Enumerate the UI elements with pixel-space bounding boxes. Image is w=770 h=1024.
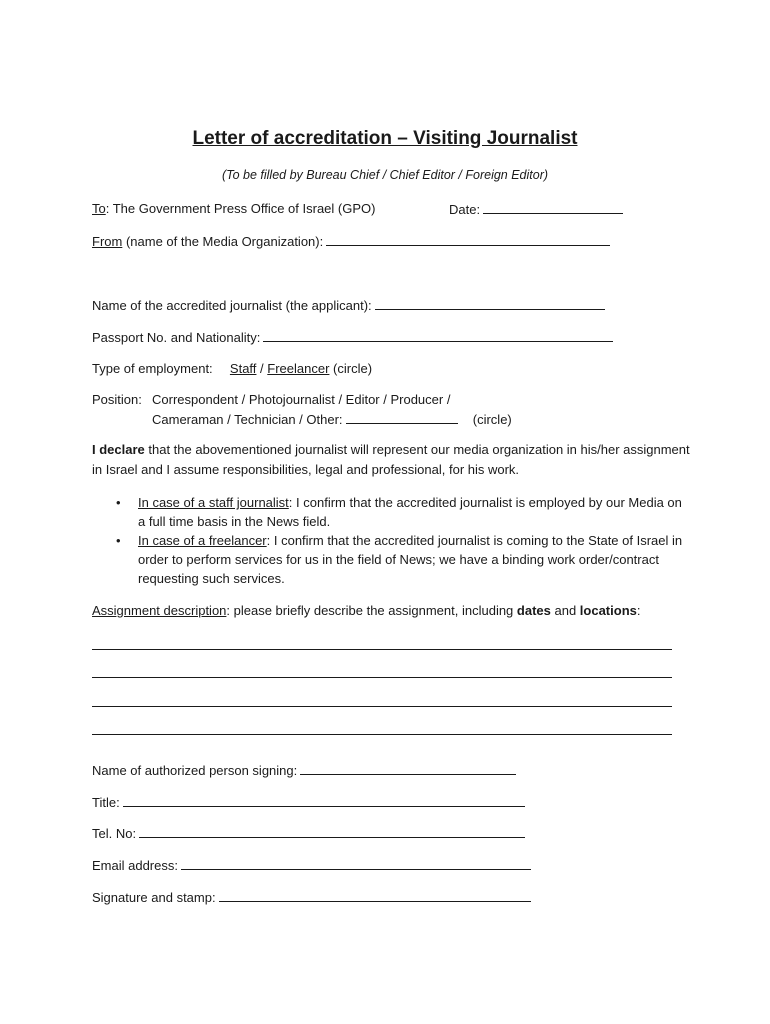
- assignment-description-line[interactable]: [92, 734, 672, 735]
- document-subtitle: (To be filled by Bureau Chief / Chief Editor / Foreign Editor): [221, 168, 549, 182]
- assignment-description-line[interactable]: [92, 706, 672, 707]
- list-item: [110, 493, 690, 531]
- signature-stamp-field[interactable]: [219, 889, 531, 902]
- signer-name-label: Name of authorized person signing:: [92, 763, 298, 778]
- employment-option-freelancer[interactable]: Freelancer: [267, 361, 330, 376]
- from-text: (name of the Media Organization):: [122, 234, 324, 249]
- bullet-icon: •: [116, 533, 121, 548]
- media-organization-field[interactable]: [326, 233, 610, 246]
- assignment-locations: locations: [579, 603, 637, 618]
- passport-line: [92, 329, 613, 345]
- signature-label: Signature and stamp:: [92, 890, 216, 905]
- signer-email-line: [92, 857, 531, 873]
- document-title: Letter of accreditation – Visiting Journalist: [192, 128, 578, 149]
- employment-option-staff[interactable]: Staff: [229, 361, 257, 376]
- applicant-line: [92, 297, 605, 313]
- bullet-icon: •: [116, 495, 121, 510]
- to-line: [92, 201, 375, 216]
- assignment-description-line[interactable]: [92, 677, 672, 678]
- signer-name-field[interactable]: [300, 762, 516, 775]
- date-line: [449, 201, 623, 217]
- employment-label: Type of employment:: [92, 361, 213, 376]
- signer-email-label: Email address:: [92, 858, 178, 873]
- declare-text: that the abovementioned journalist will represent our media organization in his/her assignment in Israel and I assume responsibilities, legal and professional, for his work.: [92, 442, 690, 477]
- signer-email-field[interactable]: [181, 857, 531, 870]
- to-label: To: [92, 201, 106, 216]
- signer-title-line: [92, 794, 525, 810]
- date-label: Date:: [449, 202, 481, 217]
- assignment-text: : please briefly describe the assignment, including: [226, 603, 517, 618]
- passport-nationality-field[interactable]: [263, 329, 613, 342]
- position-options-line2: [152, 411, 512, 427]
- passport-label: Passport No. and Nationality:: [92, 330, 261, 345]
- signer-title-field[interactable]: [123, 794, 525, 807]
- assignment-description-line[interactable]: [92, 649, 672, 650]
- signer-title-label: Title:: [92, 795, 120, 810]
- position-options-line1[interactable]: Correspondent / Photojournalist / Editor / Producer /: [152, 392, 451, 407]
- employment-line: [92, 361, 372, 376]
- signer-name-line: [92, 762, 516, 778]
- assignment-line: [92, 603, 641, 618]
- position-note: (circle): [472, 412, 512, 427]
- assignment-dates: dates: [516, 603, 551, 618]
- signer-tel-line: [92, 825, 525, 841]
- staff-condition-text: : I confirm that the accredited journalist is employed by our Media on a full time basis in the News field.: [138, 495, 682, 529]
- freelancer-condition-label: In case of a freelancer: [138, 533, 267, 548]
- position-options-text[interactable]: Cameraman / Technician / Other:: [152, 412, 343, 427]
- from-label: From: [92, 234, 123, 249]
- list-item: [110, 531, 690, 588]
- applicant-label: Name of the accredited journalist (the applicant):: [92, 298, 372, 313]
- signer-tel-label: Tel. No:: [92, 826, 137, 841]
- position-other-field[interactable]: [346, 411, 458, 424]
- assignment-and: and: [550, 603, 580, 618]
- position-label: Position:: [92, 392, 142, 407]
- employment-separator: /: [256, 361, 268, 376]
- conditions-list: [110, 493, 690, 588]
- assignment-label: Assignment description: [92, 603, 227, 618]
- from-line: [92, 233, 610, 249]
- assignment-colon: :: [636, 603, 641, 618]
- employment-note: (circle): [329, 361, 373, 376]
- declaration-paragraph: [92, 440, 692, 480]
- to-text: : The Government Press Office of Israel (GPO): [105, 201, 376, 216]
- applicant-name-field[interactable]: [375, 297, 605, 310]
- freelancer-condition-text: : I confirm that the accredited journalist is coming to the State of Israel in order to perform services for us in the field of News; we have a binding work order/contract requesting such services.: [138, 533, 683, 586]
- signature-line: [92, 889, 531, 905]
- signer-tel-field[interactable]: [139, 825, 525, 838]
- declare-bold: I declare: [92, 442, 145, 457]
- staff-condition-label: In case of a staff journalist: [138, 495, 289, 510]
- date-field[interactable]: [483, 201, 623, 214]
